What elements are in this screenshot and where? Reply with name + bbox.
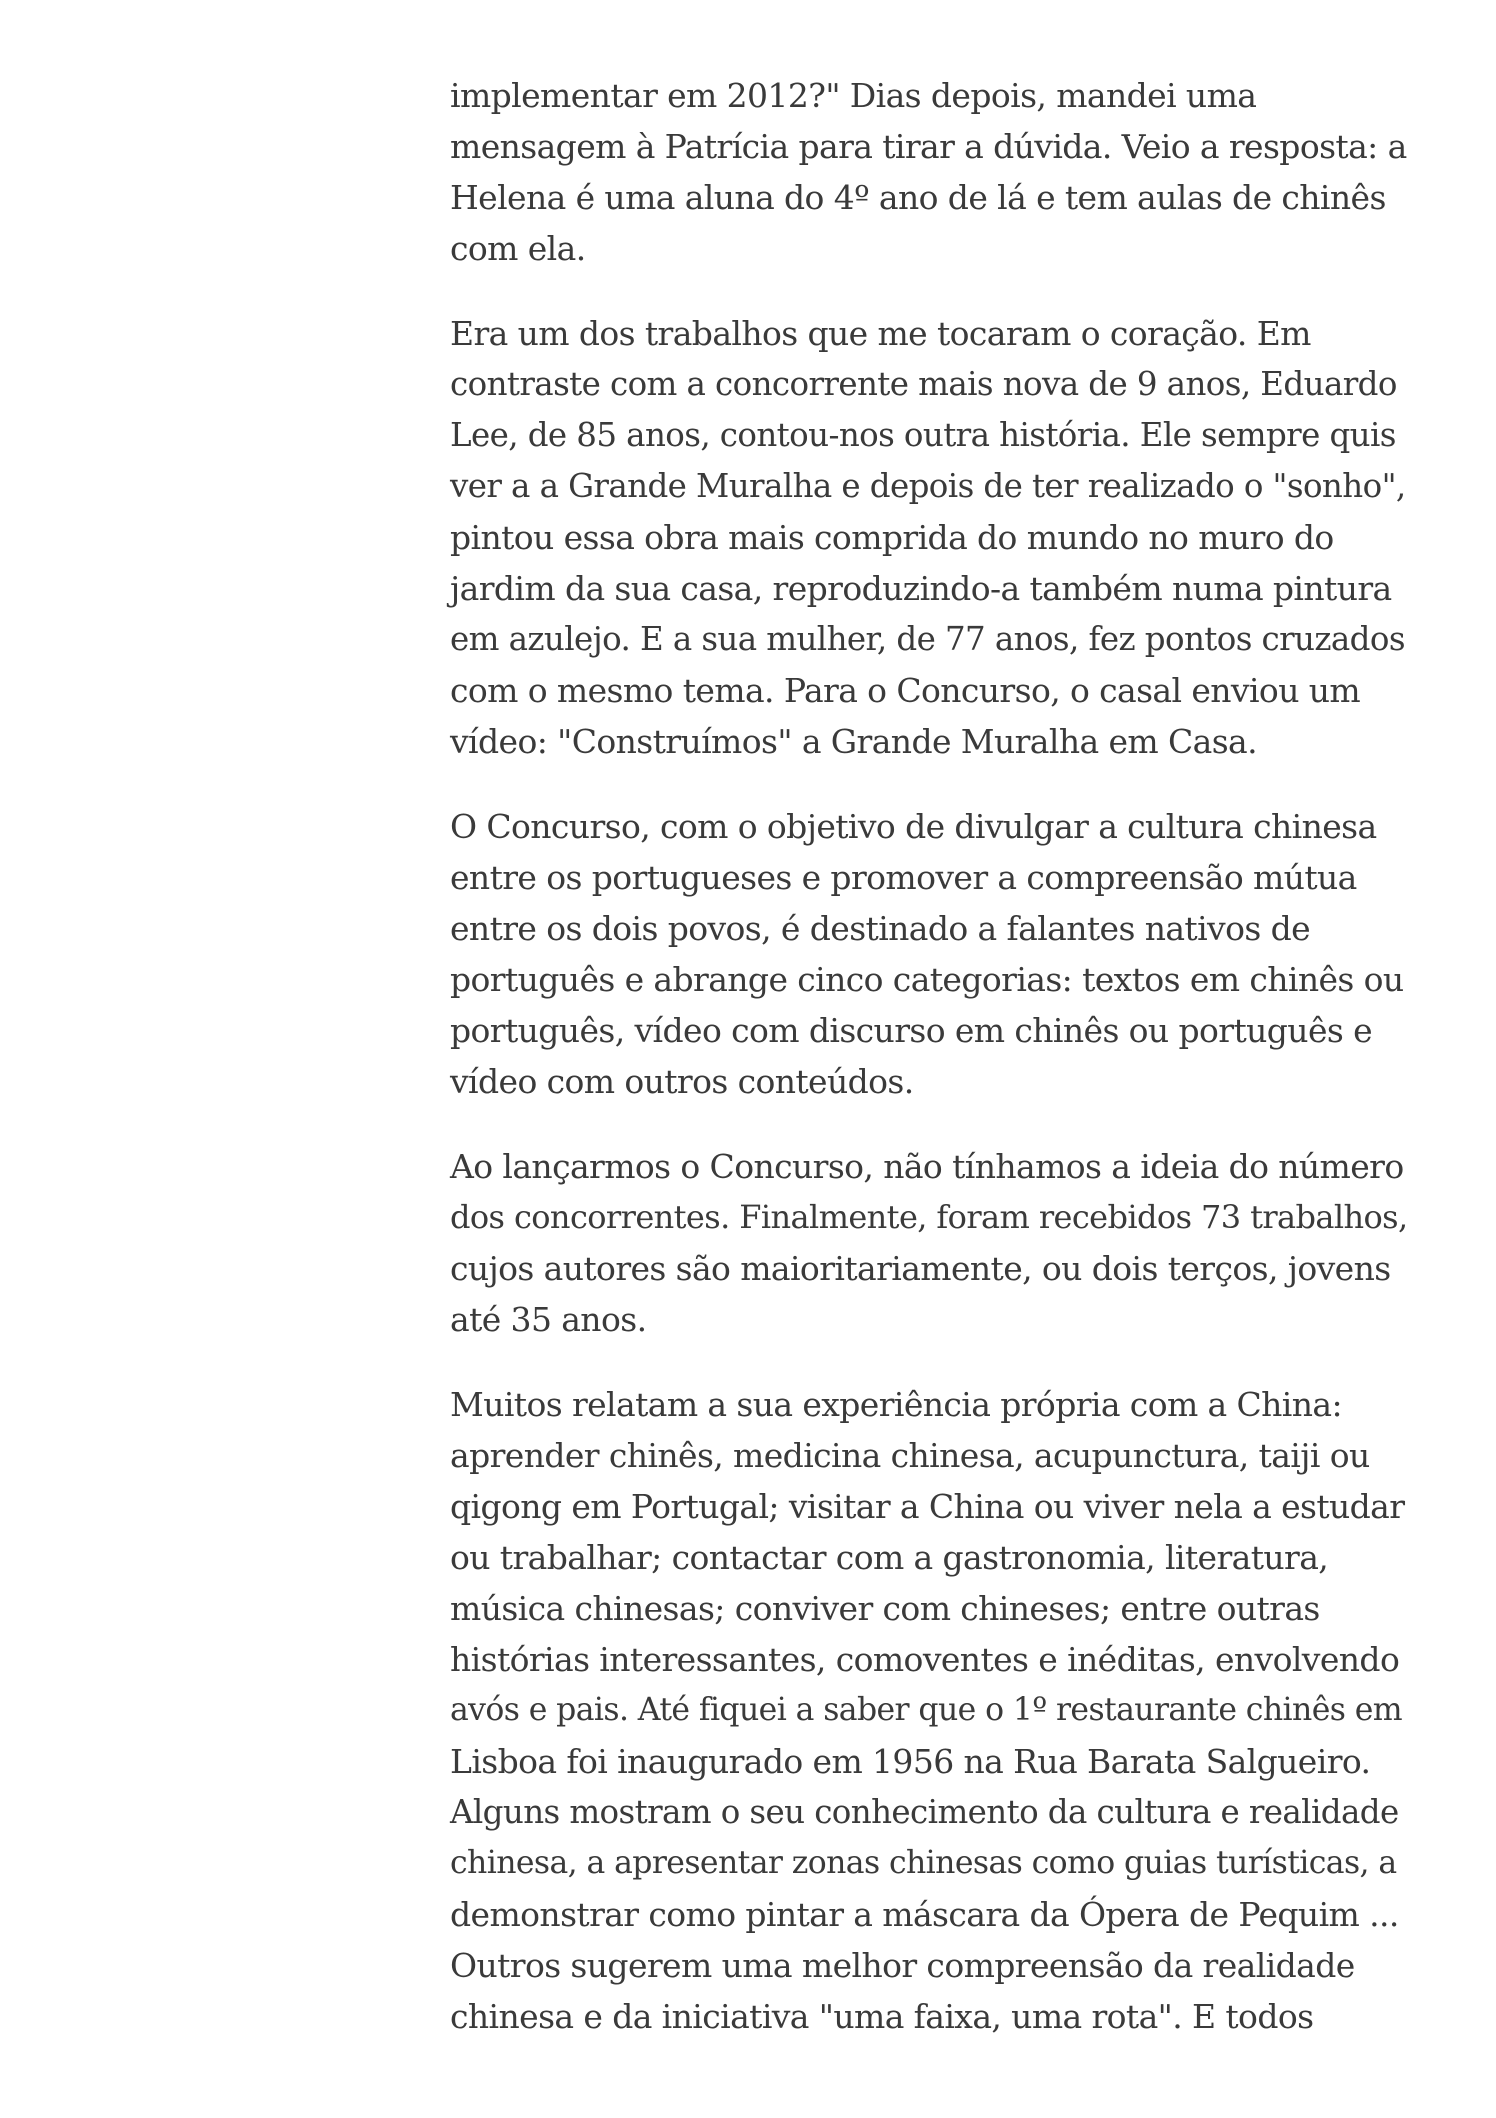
text-line: Era um dos trabalhos que me tocaram o coração. Em: [450, 314, 1311, 353]
text-line: avós e pais. Até fiquei a saber que o 1º restaurante chinês em: [450, 1692, 1403, 1728]
text-line: chinesa, a apresentar zonas chinesas como guias turísticas, a: [450, 1845, 1397, 1881]
text-line: com o mesmo tema. Para o Concurso, o casal enviou um: [450, 671, 1361, 710]
text-line: pintou essa obra mais comprida do mundo no muro do: [450, 518, 1334, 557]
text-line: ver a a Grande Muralha e depois de ter realizado o "sonho",: [450, 467, 1406, 505]
text-line: com ela.: [450, 229, 586, 268]
text-line: Lee, de 85 anos, contou-nos outra história. Ele sempre quis: [450, 416, 1396, 454]
text-line: português e abrange cinco categorias: textos em chinês ou: [450, 960, 1404, 999]
text-line: Muitos relatam a sua experiência própria com a China:: [450, 1385, 1343, 1424]
text-line: Ao lançarmos o Concurso, não tínhamos a ideia do número: [450, 1147, 1404, 1186]
paragraph-5: [450, 1379, 1410, 2042]
text-line: aprender chinês, medicina chinesa, acupunctura, taiji ou: [450, 1436, 1370, 1475]
text-line: demonstrar como pintar a máscara da Ópera de Pequim ...: [450, 1895, 1399, 1934]
text-line: O Concurso, com o objetivo de divulgar a cultura chinesa: [450, 807, 1377, 846]
text-line: vídeo com outros conteúdos.: [450, 1062, 914, 1101]
text-line: entre os portugueses e promover a compreensão mútua: [450, 858, 1357, 897]
text-line: em azulejo. E a sua mulher, de 77 anos, fez pontos cruzados: [450, 620, 1405, 658]
text-line: chinesa e da iniciativa "uma faixa, uma rota". E todos: [450, 1997, 1314, 2036]
text-line: mensagem à Patrícia para tirar a dúvida. Veio a resposta: a: [450, 127, 1407, 166]
paragraph-4: [450, 1141, 1410, 1345]
text-line: Alguns mostram o seu conhecimento da cultura e realidade: [450, 1793, 1399, 1831]
text-line: até 35 anos.: [450, 1300, 647, 1339]
text-line: ou trabalhar; contactar com a gastronomia, literatura,: [450, 1538, 1329, 1577]
text-line: música chinesas; conviver com chineses; entre outras: [450, 1589, 1320, 1628]
text-line: jardim da sua casa, reproduzindo-a também numa pintura: [450, 569, 1392, 608]
text-line: contraste com a concorrente mais nova de 9 anos, Eduardo: [450, 365, 1397, 403]
text-line: vídeo: "Construímos" a Grande Muralha em Casa.: [450, 722, 1257, 761]
text-line: implementar em 2012?" Dias depois, mandei uma: [450, 76, 1257, 115]
text-line: dos concorrentes. Finalmente, foram recebidos 73 trabalhos,: [450, 1198, 1408, 1236]
text-line: entre os dois povos, é destinado a falantes nativos de: [450, 909, 1311, 948]
text-line: qigong em Portugal; visitar a China ou viver nela a estudar: [450, 1487, 1405, 1526]
text-line: histórias interessantes, comoventes e inéditas, envolvendo: [450, 1640, 1400, 1679]
text-line: cujos autores são maioritariamente, ou dois terços, jovens: [450, 1249, 1391, 1288]
paragraph-1: [450, 70, 1410, 274]
article-body: [450, 70, 1410, 2076]
text-line: português, vídeo com discurso em chinês ou português e: [450, 1011, 1373, 1050]
paragraph-3: [450, 801, 1410, 1107]
text-line: Lisboa foi inaugurado em 1956 na Rua Barata Salgueiro.: [450, 1742, 1371, 1781]
text-line: Helena é uma aluna do 4º ano de lá e tem aulas de chinês: [450, 178, 1386, 217]
text-line: Outros sugerem uma melhor compreensão da realidade: [450, 1946, 1355, 1985]
paragraph-2: [450, 308, 1410, 767]
